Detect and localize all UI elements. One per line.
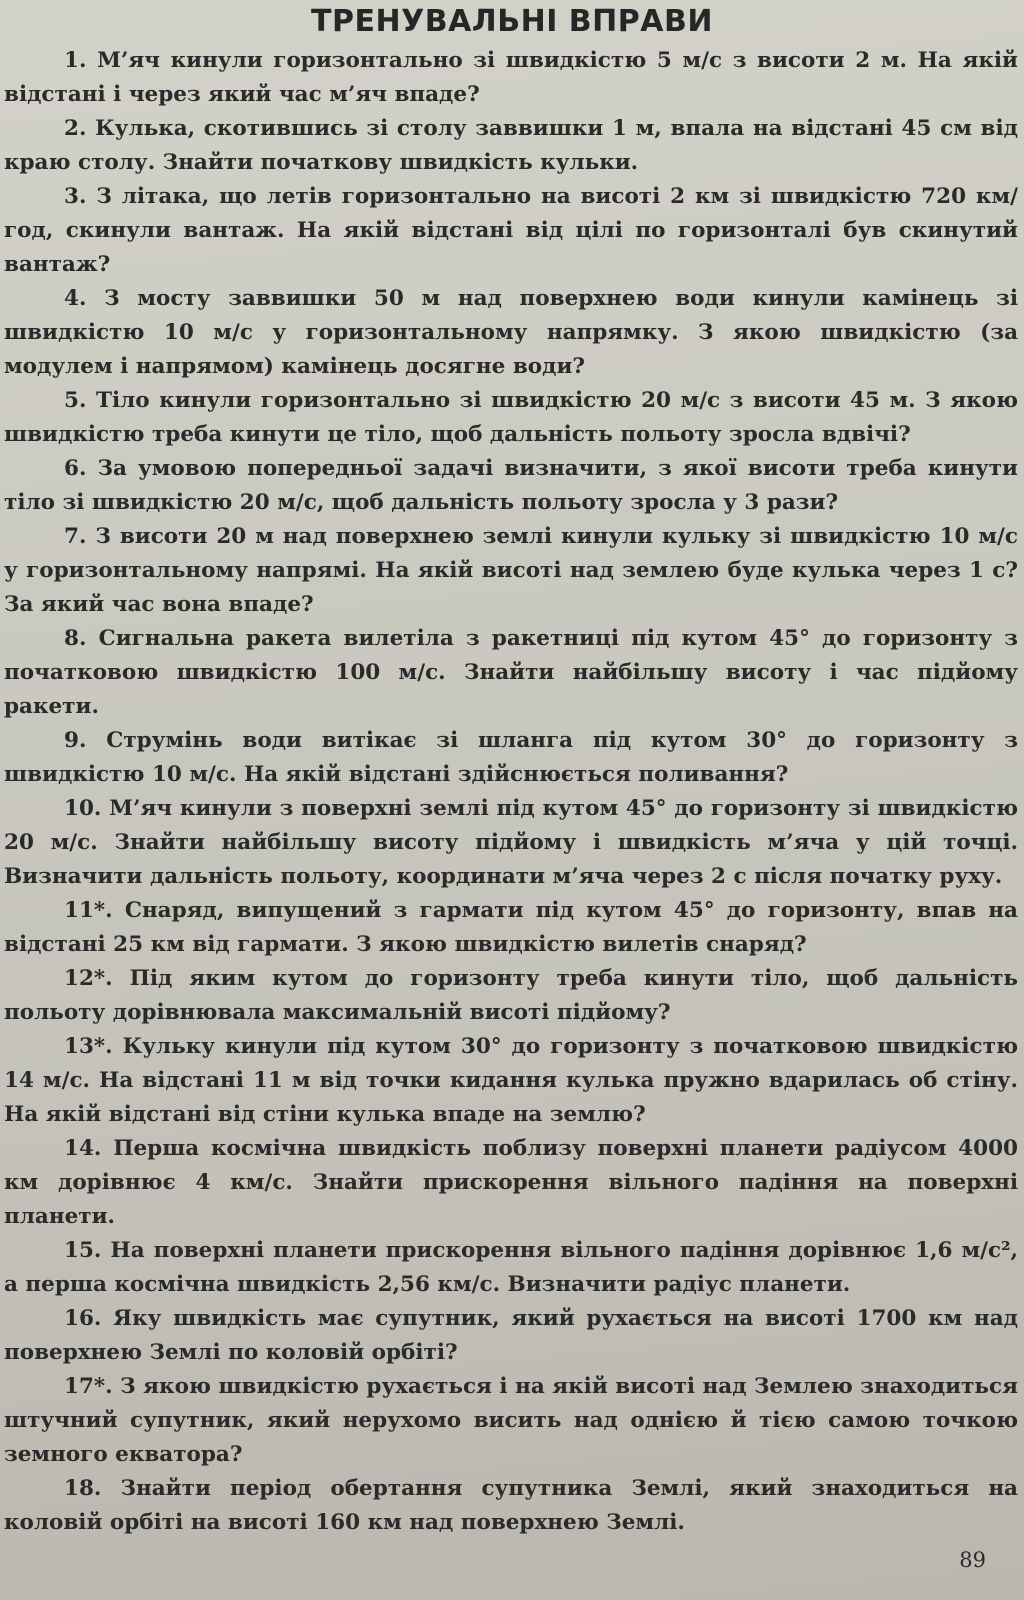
exercise-3: [4, 180, 1018, 282]
exercise-text: Кулька, скотившись зі столу заввишки 1 м, впала на відстані 45 см від краю столу. Знайти початкову швидкість кульки.: [4, 116, 1018, 175]
exercise-9: [4, 724, 1018, 792]
exercise-text: З мосту заввишки 50 м над поверхнею води кинули камінець зі швидкістю 10 м/с у горизонтальному напрямку. З якою швидкістю (за модулем і напрямом) камінець досягне води?: [4, 286, 1018, 379]
exercise-2: [4, 112, 1018, 180]
exercise-text: Тіло кинули горизонтально зі швидкістю 20 м/с з висоти 45 м. З якою швидкістю треба кинути це тіло, щоб дальність польоту зросла вдвічі?: [4, 388, 1018, 447]
exercise-11: [4, 894, 1018, 962]
exercise-text: М’яч кинули горизонтально зі швидкістю 5 м/с з висоти 2 м. На якій відстані і через який час м’яч впаде?: [4, 48, 1018, 107]
exercise-1: [4, 44, 1018, 112]
exercise-number: 3.: [64, 184, 87, 209]
exercise-number: 2.: [64, 116, 87, 141]
exercise-16: [4, 1302, 1018, 1370]
exercise-number: 6.: [64, 456, 87, 481]
exercise-13: [4, 1030, 1018, 1132]
exercise-18: [4, 1472, 1018, 1540]
exercise-text: На поверхні планети прискорення вільного падіння дорівнює 1,6 м/с², а перша космічна швидкість 2,56 км/с. Визначити радіус планети.: [4, 1238, 1018, 1297]
exercise-text: Кульку кинули під кутом 30° до горизонту з початковою швидкістю 14 м/с. На відстані 11 м від точки кидання кулька пружно вдарилась об стіну. На якій відстані від стіни кулька впаде на землю?: [4, 1034, 1018, 1127]
exercise-number: 7.: [64, 524, 87, 549]
exercise-text: За умовою попередньої задачі визначити, з якої висоти треба кинути тіло зі швидкістю 20 м/с, щоб дальність польоту зросла у 3 рази?: [4, 456, 1018, 515]
exercise-12: [4, 962, 1018, 1030]
exercise-list: [0, 44, 1018, 1540]
exercise-number: 9.: [64, 728, 87, 753]
exercise-text: З якою швидкістю рухається і на якій висоті над Землею знаходиться штучний супутник, який нерухомо висить над однією й тією самою точкою земного екватора?: [4, 1374, 1018, 1467]
exercise-number: 1.: [64, 48, 87, 73]
exercise-text: З літака, що летів горизонтально на висоті 2 км зі швидкістю 720 км/год, скинули вантаж. На якій відстані від цілі по горизонталі був скинутий вантаж?: [4, 184, 1018, 277]
exercise-number: 18.: [64, 1476, 102, 1501]
exercise-17: [4, 1370, 1018, 1472]
exercise-number: 15.: [64, 1238, 102, 1263]
exercise-10: [4, 792, 1018, 894]
exercise-text: Під яким кутом до горизонту треба кинути тіло, щоб дальність польоту дорівнювала максимальній висоті підйому?: [4, 966, 1018, 1025]
page-number: 89: [959, 1548, 986, 1572]
exercise-number: 5.: [64, 388, 87, 413]
exercise-number: 10.: [64, 796, 102, 821]
exercise-4: [4, 282, 1018, 384]
exercise-number: 8.: [64, 626, 87, 651]
exercise-7: [4, 520, 1018, 622]
exercise-number: 16.: [64, 1306, 102, 1331]
exercise-number: 11*.: [64, 898, 113, 923]
exercise-6: [4, 452, 1018, 520]
exercise-number: 17*.: [64, 1374, 113, 1399]
exercise-text: Сигнальна ракета вилетіла з ракетниці під кутом 45° до горизонту з початковою швидкістю 100 м/с. Знайти найбільшу висоту і час підйому ракети.: [4, 626, 1018, 719]
exercise-text: М’яч кинули з поверхні землі під кутом 45° до горизонту зі швидкістю 20 м/с. Знайти найбільшу висоту підйому і швидкість м’яча у цій точці. Визначити дальність польоту, координати м’яча через 2 с після початку руху.: [4, 796, 1018, 889]
exercise-text: З висоти 20 м над поверхнею землі кинули кульку зі швидкістю 10 м/с у горизонтальному напрямі. На якій висоті над землею буде кулька через 1 с? За який час вона впаде?: [4, 524, 1018, 617]
exercise-5: [4, 384, 1018, 452]
exercise-number: 4.: [64, 286, 87, 311]
exercise-text: Снаряд, випущений з гармати під кутом 45° до горизонту, впав на відстані 25 км від гармати. З якою швидкістю вилетів снаряд?: [4, 898, 1018, 957]
exercise-14: [4, 1132, 1018, 1234]
exercise-text: Перша космічна швидкість поблизу поверхні планети радіусом 4000 км дорівнює 4 км/с. Знайти прискорення вільного падіння на поверхні планети.: [4, 1136, 1018, 1229]
exercise-text: Знайти період обертання супутника Землі, який знаходиться на коловій орбіті на висоті 160 км над поверхнею Землі.: [4, 1476, 1018, 1535]
exercise-15: [4, 1234, 1018, 1302]
exercise-number: 13*.: [64, 1034, 113, 1059]
page-title: ТРЕНУВАЛЬНІ ВПРАВИ: [311, 4, 713, 39]
exercise-number: 14.: [64, 1136, 102, 1161]
exercise-8: [4, 622, 1018, 724]
exercise-number: 12*.: [64, 966, 113, 991]
exercise-text: Яку швидкість має супутник, який рухається на висоті 1700 км над поверхнею Землі по коловій орбіті?: [4, 1306, 1018, 1365]
exercise-text: Струмінь води витікає зі шланга під кутом 30° до горизонту з швидкістю 10 м/с. На якій відстані здійснюється поливання?: [4, 728, 1018, 787]
